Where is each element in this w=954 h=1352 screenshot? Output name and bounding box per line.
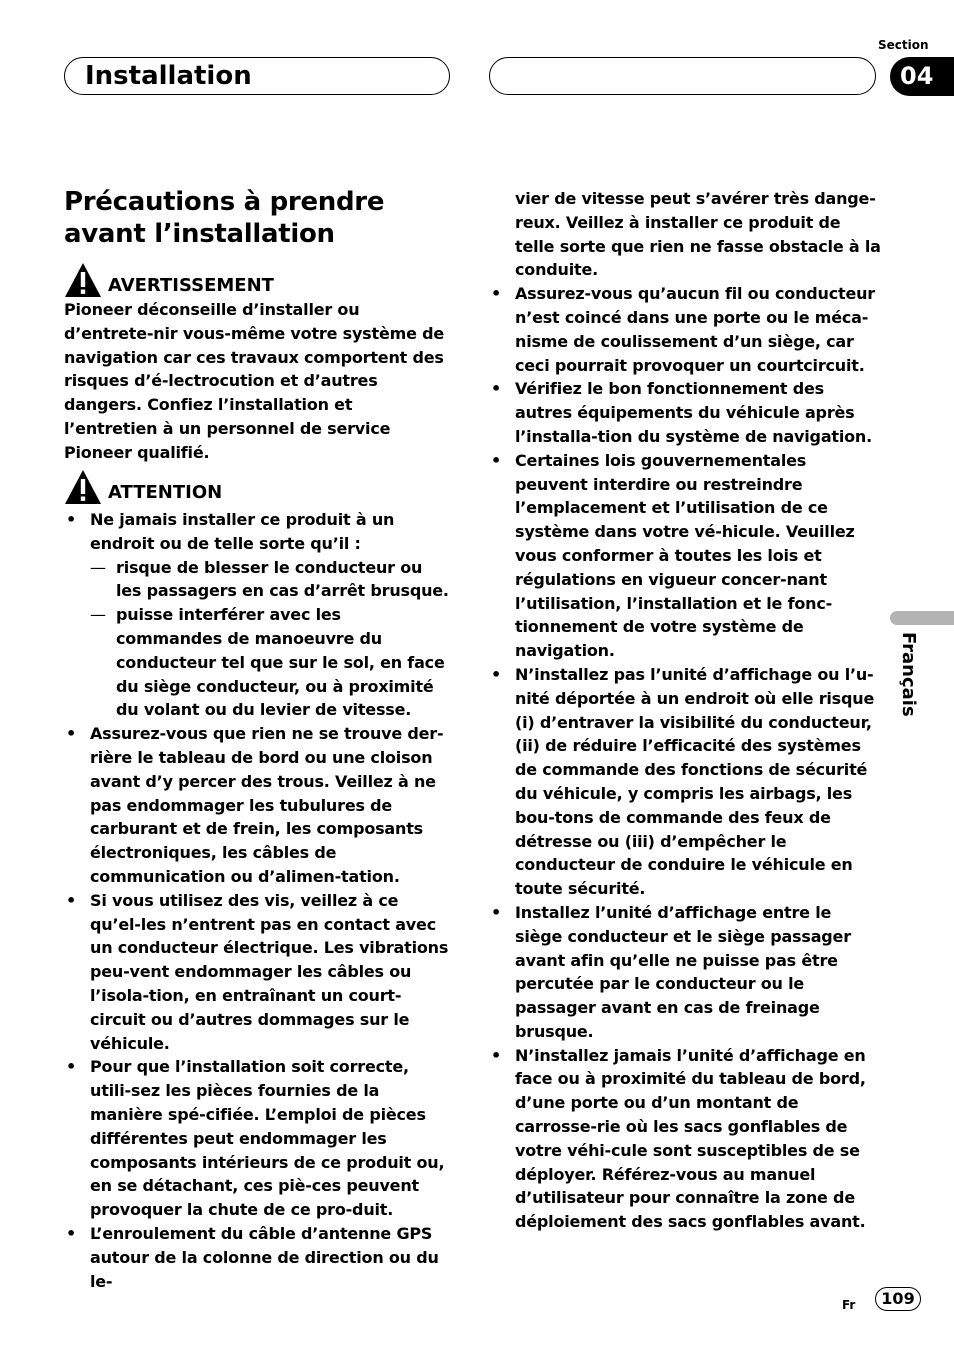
section-label: Section	[878, 38, 929, 52]
list-item: • Installez l’unité d’affichage entre le siège conducteur et le siège passager avant afin qu’elle ne puisse pas être percutée par le conducteur ou le passager avant en cas de freinage brusque.	[489, 901, 881, 1044]
list-item: • Certaines lois gouvernementales peuvent interdire ou restreindre l’emplacement et l’utilisation de ce système dans votre vé-hicule. Veuillez vous conformer à toutes les lois et régulations en vigueur concer-nant l’utilisation, l’installation et le fonc-tionnement de votre système de navigation.	[489, 449, 881, 663]
list-item-continuation: vier de vitesse peut s’avérer très dange-reux. Veillez à installer ce produit de telle sorte que rien ne fasse obstacle à la conduite.	[515, 189, 881, 280]
list-item: • Pour que l’installation soit correcte, utili-sez les pièces fournies de la manière spé-cifiée. L’emploi de pièces différentes peut endommager les composants intérieurs de ce produit ou, en se détachant, ces piè-ces peuvent provoquer la chute de ce pro-duit.	[64, 1055, 452, 1222]
list-item: • L’enroulement du câble d’antenne GPS autour de la colonne de direction ou du le-	[64, 1222, 452, 1293]
chapter-title-box	[64, 57, 450, 95]
list-item: • Si vous utilisez des vis, veillez à ce qu’el-les n’entrent pas en contact avec un conducteur électrique. Les vibrations peu-vent endommager les câbles ou l’isola-tion, en entraînant un court-circuit ou d’autres dommages sur le véhicule.	[64, 889, 452, 1056]
list-item: • Vérifiez le bon fonctionnement des autres équipements du véhicule après l’installa-tion du système de navigation.	[489, 377, 881, 448]
page-heading: Précautions à prendre avant l’installation	[64, 187, 385, 249]
list-item: • N’installez pas l’unité d’affichage ou l’u-nité déportée à un endroit où elle risque (i) d’entraver la visibilité du conducteur, (ii) de réduire l’efficacité des systèmes de commande des fonctions de sécurité du véhicule, y compris les airbags, les bou-tons de commande des feux de détresse ou (iii) d’empêcher le conducteur de conduire le véhicule en toute sécurité.	[489, 663, 881, 901]
sub-list-item: — puisse interférer avec les commandes de manoeuvre du conducteur tel que sur le sol, en face du siège conducteur, ou à proximité du volant ou du levier de vitesse.	[90, 603, 452, 722]
list-item-text: Ne jamais installer ce produit à un endroit ou de telle sorte qu’il :	[90, 510, 395, 553]
sub-list-item: — risque de blesser le conducteur ou les passagers en cas d’arrêt brusque.	[90, 556, 452, 604]
footer-language-code: Fr	[842, 1298, 856, 1312]
page-number: 109	[875, 1287, 921, 1311]
warning-block	[64, 262, 448, 465]
chapter-title: Installation	[85, 61, 252, 91]
list-item: • N’installez jamais l’unité d’affichage en face ou à proximité du tableau de bord, d’une porte ou d’un montant de carrosse-rie où les sacs gonflables de votre véhi-cule sont susceptibles de se déployer. Référez-vous au manuel d’utilisateur pour connaître la zone de déploiement des sacs gonflables avant.	[489, 1044, 881, 1234]
language-tab-label: Français	[898, 632, 919, 717]
warning-title: AVERTISSEMENT	[108, 275, 274, 296]
warning-text: Pioneer déconseille d’installer ou d’entrete-nir vous-même votre système de navigation car ces travaux comportent des risques d’é-lectrocution et d’autres dangers. Confiez l’installation et l’entretien à un personnel de service Pioneer qualifié.	[64, 300, 444, 462]
list-item	[64, 508, 452, 722]
caution-block	[64, 469, 448, 505]
list-item: • Assurez-vous qu’aucun fil ou conducteur n’est coincé dans une porte ou le méca-nisme de coulissement d’un siège, car ceci pourrait provoquer un courtcircuit.	[489, 282, 881, 377]
header-empty-box	[489, 57, 876, 95]
language-tab-marker	[890, 611, 954, 625]
caution-title: ATTENTION	[108, 482, 223, 503]
caution-list-left	[64, 508, 452, 1293]
section-number-badge: 04	[890, 57, 954, 96]
caution-list-right	[489, 187, 881, 1234]
warning-triangle-icon	[64, 262, 102, 298]
warning-triangle-icon	[64, 469, 102, 505]
list-item: • Assurez-vous que rien ne se trouve der-rière le tableau de bord ou une cloison avant d’y percer des trous. Veillez à ne pas endommager les tubulures de carburant et de frein, les composants électroniques, les câbles de communication ou d’alimen-tation.	[64, 722, 452, 889]
